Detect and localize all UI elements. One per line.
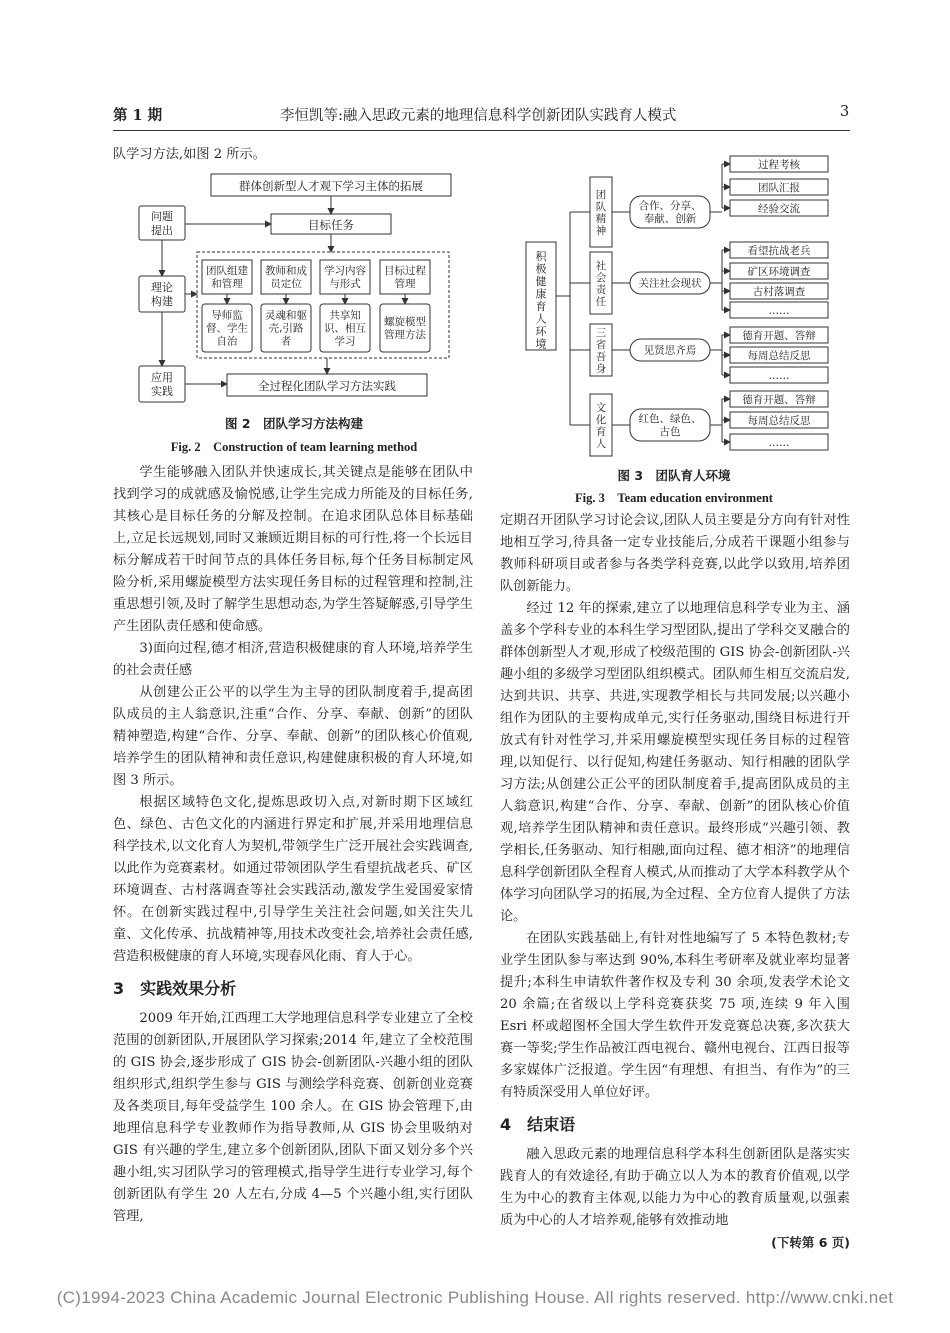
fig3-mid-text: 见贤思齐焉 xyxy=(643,344,697,357)
fig2-columns xyxy=(202,260,430,352)
fig3-mid-text: 关注社会现状 xyxy=(638,277,702,290)
running-title: 李恒凯等:融入思政元素的地理信息科学创新团队实践育人模式 xyxy=(280,108,677,124)
right-para-1: 定期召开团队学习讨论会议,团队人员主要是分方向有针对性地相互学习,待具备一定专业技能后,分成若干课题小组参与教师科研项目或者参与各类学科竞赛,以此学以致用,培养团队创新能力。 xyxy=(500,513,850,594)
right-para-2: 经过 12 年的探索,建立了以地理信息科学专业为主、涵盖多个学科专业的本科生学习型团队,提出了学科交叉融合的群体创新型人才观,形成了校级范围的 GIS 协会-创新团队-兴趣小组的多级学习型团队组织模式。团队师生相互交流启发,达到共识、共享、共进,实现教学相长与共同发展;以兴趣小组作为团队的主要构成单元,实行任务驱动,围绕目标进行开放式有针对性学习,并采用螺旋模型实现任务目标的过程管理,以知促行、以行促知,构建任务驱动、知行相融的团队学习方法;从创建公正公平的团队制度着手,提高团队成员的主人翁意识,构建“合作、分享、奉献、创新”的团队核心价值观,培养学生团队精神和责任意识。最终形成“兴趣引领、教学相长,任务驱动、知行相融,面向过程、德才相济”的地理信息科学创新团队全程育人模式,从而推动了大学本科教学从个体学习向团队学习的拓展,为全过程、全方位育人提供了方法论。 xyxy=(500,601,850,924)
continued-note: (下转第 6 页) xyxy=(771,1235,850,1250)
fig2-left-label: 应用实践 xyxy=(151,370,173,398)
fig2-sub-text: 灵魂和躯壳,引路者 xyxy=(265,309,307,348)
fig3-leaf-text: 古村落调查 xyxy=(752,286,806,298)
fig3-cat-text: 社会责任 xyxy=(595,260,607,308)
journal-issue: 第 1 期 xyxy=(113,107,163,124)
left-para-3: 从创建公正公平的以学生为主导的团队制度着手,提高团队成员的主人翁意识,注重“合作、分享、奉献、创新”的团队精神塑造,构建“合作、分享、奉献、创新”的团队核心价值观,培养学生的团队精神和责任意识,构建健康积极的育人环境,如图 3 所示。 xyxy=(113,685,473,788)
fig3-leaf-text: 看望抗战老兵 xyxy=(747,245,811,257)
left-body xyxy=(113,462,473,1228)
left-para-5: 2009 年开始,江西理工大学地理信息科学专业建立了全校范围的创新团队,开展团队学习探索;2014 年,建立了全校范围的 GIS 协会,逐步形成了 GIS 协会-创新团队-兴趣小组的团队组织形式,组织学生参与 GIS 与测绘学科竞赛、创新创业竞赛及各类项目,每年受益学生 100 余人。在 GIS 协会管理下,由地理信息科学专业教师作为指导教师,从 GIS 协会里吸纳对 GIS 有兴趣的学生,建立多个创新团队,团队下面又划分多个兴趣小组,实习团队学习的管理模式,指导学生进行专业学习,每个创新团队有学生 20 人左右,分成 4—5 个兴趣小组,实行团队管理, xyxy=(113,1011,473,1224)
left-intro xyxy=(113,144,473,166)
fig3-tree xyxy=(526,156,828,456)
fig3-leaf-text: …… xyxy=(768,437,790,449)
fig2-head-text: 教师和成员定位 xyxy=(265,265,307,291)
left-para-1: 学生能够融入团队并快速成长,其关键点是能够在团队中找到学习的成就感及愉悦感,让学生完成力所能及的目标任务,其核心是目标任务的分解及控制。在追求团队总体目标基础上,立足长远规划,同时又兼顾近期目标的可行性,将一个长远目标分解成若干时间节点的具体任务目标,每个任务目标制定风险分析,采用螺旋模型方法实现任务目标的过程管理和控制,注重思想引领,及时了解学生思想动态,为学生答疑解惑,引导学生产生团队责任感和使命感。 xyxy=(113,465,473,634)
fig3-leaf-text: 过程考核 xyxy=(758,159,800,171)
fig2-top-text: 群体创新型人才观下学习主体的拓展 xyxy=(239,179,423,193)
fig3-mid-text: 红色、绿色、古色 xyxy=(638,413,702,439)
fig2-head-text: 目标过程管理 xyxy=(384,265,426,291)
page-number: 3 xyxy=(840,104,850,120)
fig3-leaf-text: 德育开题、答辩 xyxy=(742,330,816,342)
fig3-leaf-text: …… xyxy=(768,305,790,317)
fig3-cat-text: 文化育人 xyxy=(595,402,607,450)
fig3-mid-text: 合作、分享、奉献、创新 xyxy=(638,200,702,226)
fig3-leaf-text: …… xyxy=(768,370,790,382)
left-para-2: 3)面向过程,德才相济,营造积极健康的育人环境,培养学生的社会责任感 xyxy=(113,641,473,678)
fig2-caption-cn: 图 2 团队学习方法构建 xyxy=(224,416,364,431)
fig2-left-label: 问题提出 xyxy=(151,209,173,237)
fig3-caption-cn: 图 3 团队育人环境 xyxy=(617,468,731,483)
right-para-4: 融入思政元素的地理信息科学本科生创新团队是落实实践育人的有效途径,有助于确立以人为本的教育价值观,以学生为中心的教育主体观,以能力为中心的教育质量观,以强素质为中心的人才培养观,能够有效推动地 xyxy=(500,1147,850,1228)
fig3-cat-text: 三省吾身 xyxy=(595,327,607,375)
fig3-leaf-text: 经验交流 xyxy=(758,203,800,215)
fig2-left-label: 理论构建 xyxy=(151,280,173,308)
fig3-root-text: 积极健康育人环境 xyxy=(535,250,547,351)
fig2-sub-text: 螺旋模型管理方法 xyxy=(384,316,426,342)
fig2-bottom-text: 全过程化团队学习方法实践 xyxy=(258,379,396,393)
right-body xyxy=(500,510,850,1254)
fig2-sub-text: 共享知识、相互学习 xyxy=(324,309,366,348)
section-3-heading: 3 实践效果分析 xyxy=(113,979,237,998)
figure-2-diagram xyxy=(113,168,475,412)
left-para-4: 根据区域特色文化,提炼思政切入点,对新时期下区域红色、绿色、古色文化的内涵进行界定和扩展,并采用地理信息科学技术,以文化育人为契机,带领学生广泛开展社会实践调查,以此作为竞赛素材。如通过带领团队学生看望抗战老兵、矿区环境调查、古村落调查等社会实践活动,激发学生爱国爱家情怀。在创新实践过程中,引导学生关注社会问题,如关注失儿童、文化传承、抗战精神等,用技术改变社会,培养社会责任感,营造积极健康的育人环境,实现春风化雨、育人于心。 xyxy=(113,795,473,964)
fig3-leaf-text: 矿区环境调查 xyxy=(747,266,811,278)
header-rule xyxy=(113,130,850,131)
fig3-leaf-text: 德育开题、答辩 xyxy=(742,394,816,406)
right-para-3: 在团队实践基础上,有针对性地编写了 5 本特色教材;专业学生团队参与率达到 90%,本科生考研率及就业率均显著提升;本科生申请软件著作权及专利 30 余项,发表学术论文 20 余篇;在省级以上学科竞赛获奖 75 项,连续 9 年入围 Esri 杯或超图杯全国大学生软件开发竞赛总决赛,多次获大赛一等奖;学生作品被江西电视台、赣州电视台、江西日报等多家媒体广泛报道。学生因“有理想、有担当、有作为”的三有特质深受用人单位好评。 xyxy=(500,931,850,1100)
fig2-goal-text: 目标任务 xyxy=(308,218,354,232)
fig3-leaf-text: 每周总结反思 xyxy=(747,415,811,427)
fig3-cat-text: 团队精神 xyxy=(595,189,607,237)
intro-text: 队学习方法,如图 2 所示。 xyxy=(113,147,266,162)
section-4-heading: 4 结束语 xyxy=(500,1115,576,1134)
copyright-footer: (C)1994-2023 China Academic Journal Electronic Publishing House. All rights reserved. http://www.cnki.net xyxy=(56,1288,894,1307)
fig3-leaf-text: 团队汇报 xyxy=(758,182,800,194)
fig2-head-text: 学习内容与形式 xyxy=(324,265,366,291)
fig2-sub-text: 导师监督、学生自治 xyxy=(206,309,248,348)
fig2-head-text: 团队组建和管理 xyxy=(206,265,248,291)
fig3-leaf-text: 每周总结反思 xyxy=(747,350,811,362)
fig2-caption-en: Fig. 2 Construction of team learning method xyxy=(170,440,418,454)
figure-3-diagram xyxy=(518,150,850,462)
fig3-caption-en: Fig. 3 Team education environment xyxy=(575,491,773,505)
